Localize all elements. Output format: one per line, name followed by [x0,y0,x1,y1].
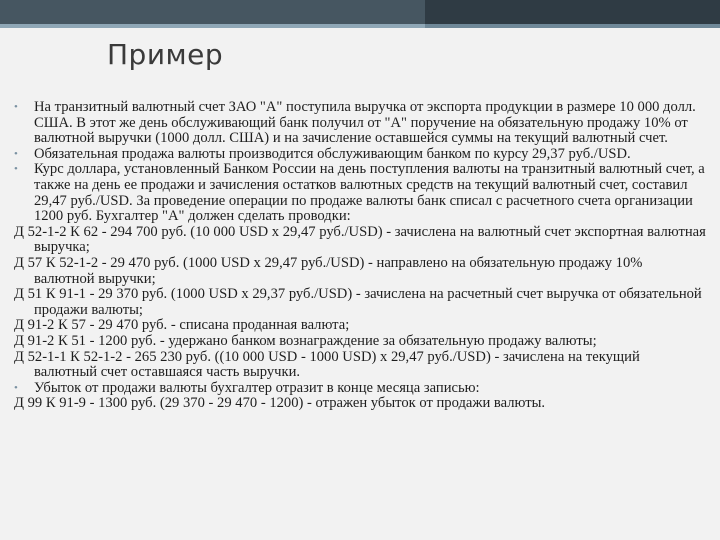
paragraph-text: Убыток от продажи валюты бухгалтер отразит в конце месяца записью: [34,379,480,396]
slide-title: Пример [107,38,224,71]
bullet-paragraph [14,100,706,147]
paragraph-text: Курс доллара, установленный Банком России на день поступления валюты на транзитный валютный счет, а также на день ее продажи и зачисления остатков валютных средств на текущий валютный счет, составил 29,47 руб./USD. За проведение операции по продаже валюты банк списал с расчетного счета организации 1200 руб. Бухгалтер "А" должен сделать проводки: [34,161,705,225]
bullet-paragraph [14,147,706,163]
bullet-icon: • [14,163,18,176]
entry-line: Д 99 К 91-9 - 1300 руб. (29 370 - 29 470 - 1200) - отражен убыток от продажи валюты. [14,395,546,412]
bullet-icon: • [14,101,18,113]
entry-line: Д 91-2 К 57 - 29 470 руб. - списана проданная валюта; [14,317,350,334]
entry-line: Д 91-2 К 51 - 1200 руб. - удержано банком вознаграждение за обязательную продажу валюты; [14,332,597,349]
header-accent-line-dark [425,24,720,28]
slide-body [14,100,706,412]
bullet-icon: • [14,147,18,160]
entry-line: Д 52-1-2 К 62 - 294 700 руб. (10 000 USD x 29,47 руб./USD) - зачислена на валютный счет экспортная валютная выручка; [14,223,706,256]
header-accent-block [425,0,720,24]
entry-line: Д 52-1-1 К 52-1-2 - 265 230 руб. ((10 000 USD - 1000 USD) x 29,47 руб./USD) - зачислена на текущий валютный счет оставшаяся часть выручки. [14,348,640,381]
paragraph-text: Обязательная продажа валюты производится обслуживающим банком по курсу 29,37 руб./USD. [34,145,631,162]
entry-line: Д 51 К 91-1 - 29 370 руб. (1000 USD x 29,37 руб./USD) - зачислена на расчетный счет выручка от обязательной продажи валюты; [14,286,702,318]
entry-line: Д 57 К 52-1-2 - 29 470 руб. (1000 USD x 29,47 руб./USD) - направлено на обязательную продажу 10% валютной выручки; [14,254,643,287]
bullet-paragraph [14,381,706,397]
bullet-paragraph [14,162,706,224]
bullet-icon: • [14,381,18,394]
paragraph-text: На транзитный валютный счет ЗАО "А" поступила выручка от экспорта продукции в размере 10 000 долл. США. В этот же день обслуживающий банк получил от "А" поручение на обязательную продажу 10% от валютной выручки (1000 долл. США) и на зачисление оставшейся суммы на текущий валютный счет. [34,99,696,147]
